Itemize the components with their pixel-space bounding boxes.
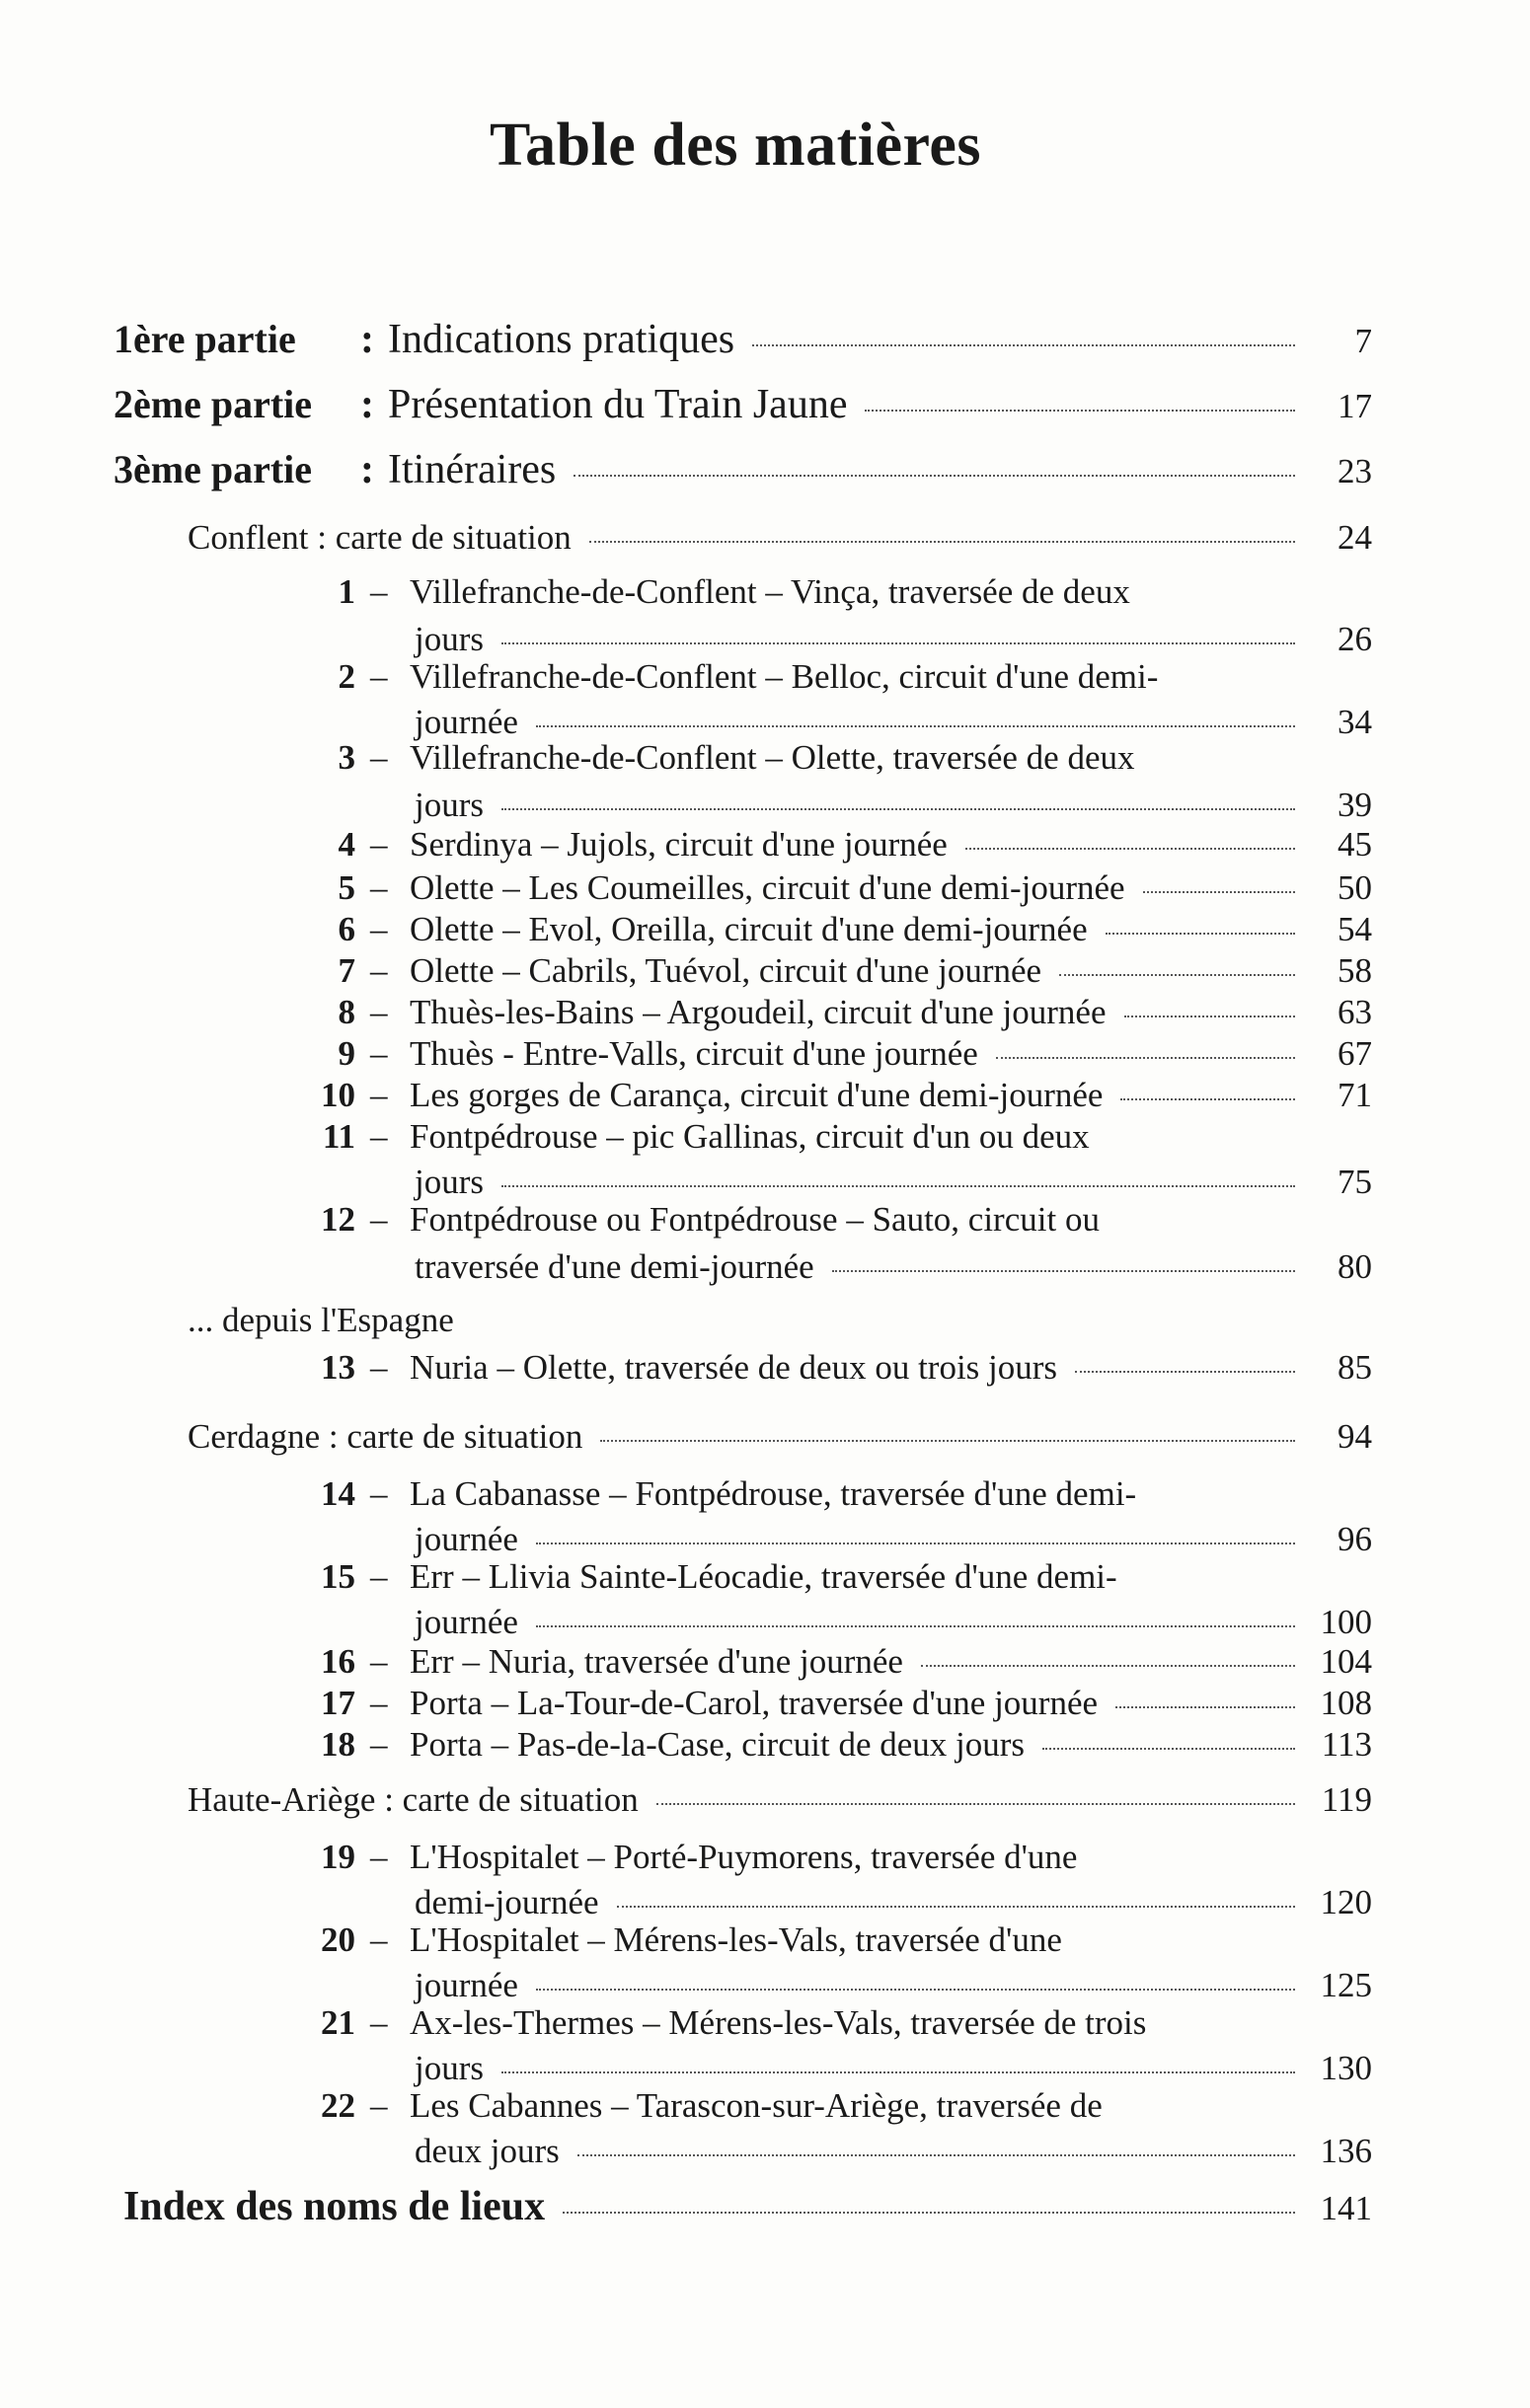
dot-leader — [501, 1185, 1295, 1187]
page-number: 130 — [1320, 2049, 1372, 2087]
item-title-continued: journée — [415, 1520, 518, 1558]
part-label: 2ème partie — [114, 382, 313, 426]
item-title: Ax-les-Thermes – Mérens-les-Vals, traversée de trois — [410, 2003, 1147, 2042]
page-number: 39 — [1338, 786, 1372, 824]
item-title: Porta – La-Tour-de-Carol, traversée d'une journée — [410, 1684, 1099, 1722]
dot-leader — [752, 344, 1295, 346]
page-number: 80 — [1338, 1247, 1372, 1286]
toc-item-22-line2 — [415, 2132, 1372, 2171]
page-number: 125 — [1320, 1966, 1372, 2004]
toc-item-18 — [370, 1725, 1372, 1765]
item-number: 4 — [338, 825, 355, 864]
dot-leader — [1143, 891, 1295, 893]
item-number: 22 — [321, 2086, 355, 2125]
part-label: 1ère partie — [114, 317, 296, 361]
dot-leader — [600, 1440, 1295, 1442]
part-colon: : — [360, 317, 374, 362]
item-number: 20 — [321, 1920, 355, 1959]
page-number: 54 — [1338, 910, 1372, 948]
toc-region-cerdagne — [188, 1417, 1372, 1457]
item-title: Villefranche-de-Conflent – Olette, traversée de deux — [410, 738, 1135, 777]
dash: – — [370, 951, 388, 990]
item-number: 5 — [338, 868, 355, 907]
item-number: 2 — [338, 657, 355, 696]
dash: – — [370, 1076, 388, 1114]
toc-item-19-line1 — [370, 1838, 1077, 1877]
toc-item-8 — [370, 993, 1372, 1032]
dot-leader — [1106, 933, 1295, 935]
dash: – — [370, 1838, 388, 1876]
page-number: 141 — [1320, 2189, 1372, 2227]
page-number: 26 — [1338, 620, 1372, 658]
dot-leader — [1120, 1098, 1295, 1100]
dash: – — [370, 1034, 388, 1073]
item-number: 6 — [338, 910, 355, 948]
item-title: Olette – Les Coumeilles, circuit d'une demi-journée — [410, 868, 1125, 907]
toc-item-12-line2 — [415, 1247, 1372, 1287]
item-title-continued: jours — [415, 1163, 484, 1201]
item-number: 10 — [321, 1076, 355, 1114]
dash: – — [370, 1725, 388, 1764]
item-title: Serdinya – Jujols, circuit d'une journée — [410, 825, 948, 864]
toc-item-10 — [370, 1076, 1372, 1115]
item-title: Nuria – Olette, traversée de deux ou trois jours — [410, 1348, 1058, 1387]
item-number: 11 — [322, 1117, 355, 1156]
page-number: 94 — [1338, 1417, 1372, 1456]
item-title: Olette – Cabrils, Tuévol, circuit d'une journée — [410, 951, 1042, 990]
toc-item-2-line2 — [415, 703, 1372, 742]
item-title-continued: journée — [415, 1603, 518, 1641]
dot-leader — [1075, 1371, 1295, 1373]
page-number: 67 — [1338, 1034, 1372, 1073]
page-number: 120 — [1320, 1883, 1372, 1921]
dot-leader — [536, 1989, 1295, 1991]
dot-leader — [656, 1803, 1295, 1805]
dash: – — [370, 1557, 388, 1596]
dash: – — [370, 2086, 388, 2125]
toc-region-espagne — [188, 1301, 1372, 1340]
toc-item-17 — [370, 1684, 1372, 1723]
page-title: Table des matières — [489, 112, 982, 179]
item-title: L'Hospitalet – Mérens-les-Vals, traversée d'une — [410, 1920, 1062, 1959]
part-title: Présentation du Train Jaune — [388, 382, 848, 427]
toc-item-1-line1 — [370, 572, 1130, 612]
dot-leader — [1124, 1016, 1296, 1017]
toc-item-4 — [370, 825, 1372, 865]
item-number: 13 — [321, 1348, 355, 1387]
toc-item-1-line2 — [415, 620, 1372, 659]
toc-item-3-line2 — [415, 786, 1372, 825]
toc-item-14-line2 — [415, 1520, 1372, 1559]
dash: – — [370, 1200, 388, 1239]
dot-leader — [865, 410, 1295, 412]
dot-leader — [501, 2071, 1295, 2073]
dash: – — [370, 825, 388, 864]
toc-item-11-line1 — [370, 1117, 1090, 1157]
toc-item-21-line2 — [415, 2049, 1372, 2088]
dash: – — [370, 910, 388, 948]
page-number: 100 — [1320, 1603, 1372, 1641]
toc-item-21-line1 — [370, 2003, 1146, 2043]
page-number: 23 — [1338, 452, 1372, 490]
dot-leader — [921, 1665, 1295, 1667]
toc-item-7 — [370, 951, 1372, 991]
item-title: Les gorges de Carança, circuit d'une demi-journée — [410, 1076, 1104, 1114]
dot-leader — [617, 1906, 1295, 1908]
item-title-continued: jours — [415, 786, 484, 824]
dot-leader — [574, 475, 1295, 477]
dot-leader — [536, 1625, 1295, 1627]
dash: – — [370, 2003, 388, 2042]
toc-item-22-line1 — [370, 2086, 1103, 2126]
toc-part-2 — [114, 381, 1372, 428]
toc-part-3 — [114, 446, 1372, 493]
item-title: Err – Nuria, traversée d'une journée — [410, 1642, 903, 1681]
page-number: 45 — [1338, 825, 1372, 864]
item-number: 17 — [321, 1684, 355, 1722]
dot-leader — [589, 541, 1295, 543]
part-label: 3ème partie — [114, 447, 313, 491]
item-number: 12 — [321, 1200, 355, 1239]
toc-item-6 — [370, 910, 1372, 949]
dash: – — [370, 993, 388, 1031]
item-title: Les Cabannes – Tarascon-sur-Ariège, traversée de — [410, 2086, 1103, 2125]
dash: – — [370, 1642, 388, 1681]
dot-leader — [1059, 974, 1295, 976]
toc-index — [123, 2183, 1372, 2230]
dash: – — [370, 1117, 388, 1156]
item-number: 14 — [321, 1474, 355, 1513]
toc-item-15-line1 — [370, 1557, 1117, 1597]
item-number: 8 — [338, 993, 355, 1031]
item-number: 16 — [321, 1642, 355, 1681]
toc-item-16 — [370, 1642, 1372, 1682]
toc-item-5 — [370, 868, 1372, 908]
dot-leader — [536, 725, 1295, 727]
part-title: Itinéraires — [388, 447, 557, 492]
dot-leader — [1042, 1748, 1295, 1750]
item-title-continued: jours — [415, 2049, 484, 2087]
page-number: 75 — [1338, 1163, 1372, 1201]
dash: – — [370, 738, 388, 777]
dot-leader — [996, 1057, 1295, 1059]
item-title-continued: deux jours — [415, 2132, 560, 2170]
item-title: Thuès - Entre-Valls, circuit d'une journée — [410, 1034, 978, 1073]
dot-leader — [832, 1270, 1295, 1272]
part-colon: : — [360, 382, 374, 427]
dot-leader — [536, 1543, 1295, 1544]
toc-item-2-line1 — [370, 657, 1158, 697]
dash: – — [370, 1348, 388, 1387]
item-number: 3 — [338, 738, 355, 777]
part-title: Indications pratiques — [388, 317, 735, 362]
item-title-continued: journée — [415, 1966, 518, 2004]
page-number: 136 — [1320, 2132, 1372, 2170]
dash: – — [370, 868, 388, 907]
page-number: 113 — [1321, 1725, 1372, 1764]
page-number: 50 — [1338, 868, 1372, 907]
index-title: Index des noms de lieux — [123, 2184, 546, 2229]
part-colon: : — [360, 447, 374, 492]
item-title: L'Hospitalet – Porté-Puymorens, traversée d'une — [410, 1838, 1078, 1876]
toc-item-20-line1 — [370, 1920, 1062, 1960]
page-number: 108 — [1320, 1684, 1372, 1722]
item-title: Porta – Pas-de-la-Case, circuit de deux jours — [410, 1725, 1026, 1764]
region-title: Haute-Ariège : carte de situation — [188, 1780, 639, 1819]
toc-item-20-line2 — [415, 1966, 1372, 2005]
page-number: 24 — [1338, 518, 1372, 557]
region-title: ... depuis l'Espagne — [188, 1301, 454, 1339]
dash: – — [370, 572, 388, 611]
toc-part-1 — [114, 316, 1372, 363]
dash: – — [370, 1920, 388, 1959]
item-number: 18 — [321, 1725, 355, 1764]
dot-leader — [577, 2154, 1295, 2156]
item-number: 7 — [338, 951, 355, 990]
item-number: 21 — [321, 2003, 355, 2042]
toc-item-11-line2 — [415, 1163, 1372, 1202]
dot-leader — [501, 642, 1295, 644]
item-number: 19 — [321, 1838, 355, 1876]
item-title: Villefranche-de-Conflent – Vinça, traversée de deux — [410, 572, 1130, 611]
toc-item-14-line1 — [370, 1474, 1136, 1514]
dot-leader — [501, 808, 1295, 810]
item-title-continued: traversée d'une demi-journée — [415, 1247, 814, 1286]
region-title: Cerdagne : carte de situation — [188, 1417, 583, 1456]
dot-leader — [965, 848, 1295, 850]
dash: – — [370, 1684, 388, 1722]
toc-item-13 — [370, 1348, 1372, 1388]
page-number: 104 — [1320, 1642, 1372, 1681]
item-title: Thuès-les-Bains – Argoudeil, circuit d'une journée — [410, 993, 1107, 1031]
toc-item-19-line2 — [415, 1883, 1372, 1922]
page-number: 63 — [1338, 993, 1372, 1031]
item-title: Fontpédrouse – pic Gallinas, circuit d'un ou deux — [410, 1117, 1090, 1156]
dash: – — [370, 1474, 388, 1513]
item-title-continued: demi-journée — [415, 1883, 599, 1921]
page-number: 119 — [1321, 1780, 1372, 1819]
item-title: Err – Llivia Sainte-Léocadie, traversée d'une demi- — [410, 1557, 1117, 1596]
toc-item-9 — [370, 1034, 1372, 1074]
item-title: La Cabanasse – Fontpédrouse, traversée d'une demi- — [410, 1474, 1137, 1513]
region-title: Conflent : carte de situation — [188, 518, 572, 557]
item-number: 15 — [321, 1557, 355, 1596]
toc-item-3-line1 — [370, 738, 1135, 778]
item-number: 1 — [338, 572, 355, 611]
dot-leader — [563, 2212, 1295, 2214]
page-number: 96 — [1338, 1520, 1372, 1558]
item-number: 9 — [338, 1034, 355, 1073]
dot-leader — [1115, 1706, 1295, 1708]
item-title: Olette – Evol, Oreilla, circuit d'une demi-journée — [410, 910, 1088, 948]
page-number: 7 — [1354, 322, 1372, 360]
page-number: 85 — [1338, 1348, 1372, 1387]
item-title-continued: journée — [415, 703, 518, 741]
page-number: 34 — [1338, 703, 1372, 741]
page-number: 71 — [1338, 1076, 1372, 1114]
page-number: 58 — [1338, 951, 1372, 990]
toc-region-conflent — [188, 518, 1372, 558]
item-title: Villefranche-de-Conflent – Belloc, circuit d'une demi- — [410, 657, 1159, 696]
page-number: 17 — [1338, 387, 1372, 425]
toc-item-15-line2 — [415, 1603, 1372, 1642]
toc-item-12-line1 — [370, 1200, 1100, 1240]
item-title: Fontpédrouse ou Fontpédrouse – Sauto, circuit ou — [410, 1200, 1100, 1239]
dash: – — [370, 657, 388, 696]
toc-region-ariege — [188, 1780, 1372, 1820]
item-title-continued: jours — [415, 620, 484, 658]
